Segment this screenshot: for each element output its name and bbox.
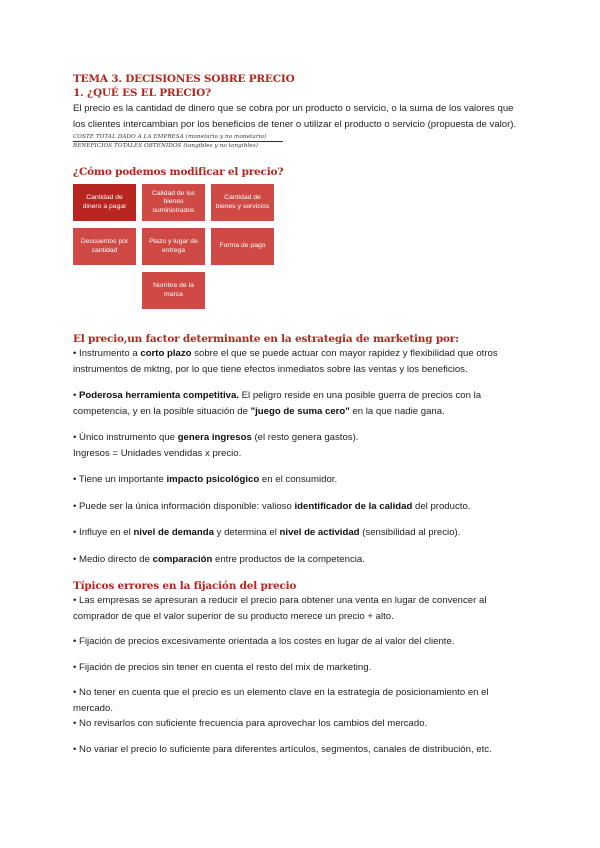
price-formula	[73, 134, 283, 149]
list-item: • Poderosa herramienta competitiva. El peligro reside en una posible guerra de precios con la competencia, y en la posible situación de "juego de suma cero" en la que nadie gana.	[73, 390, 482, 417]
factor-box: Calidad de los bienes suministrados	[142, 184, 205, 221]
list-item: • Puede ser la única información disponible: valioso identificador de la calidad del producto.	[73, 500, 471, 512]
list-item: • Fijación de precios excesivamente orientada a los costes en lugar de al valor del cliente.	[73, 636, 455, 647]
errors-heading: Típicos errores en la fijación del precio	[73, 580, 297, 592]
factor-heading: El precio,un factor determinante en la estrategia de marketing por:	[73, 333, 459, 345]
price-definition: El precio es la cantidad de dinero que se cobra por un producto o servicio, o la suma de los valores que los clientes intercambian por los beneficios de tener o utilizar el producto o servicio (propuesta de valor).	[73, 103, 517, 130]
factor-box: Cantidad de dinero a pagar	[73, 184, 136, 221]
modify-price-heading: ¿Cómo podemos modificar el precio?	[73, 166, 284, 178]
list-item: • No revisarlos con suficiente frecuencia para aprovechar los cambios del mercado.	[73, 718, 428, 729]
list-item: • Fijación de precios sin tener en cuenta el resto del mix de marketing.	[73, 661, 372, 673]
topic-title: TEMA 3. DECISIONES SOBRE PRECIO	[73, 73, 295, 85]
factor-box: Plazo y lugar de entrega	[142, 228, 205, 265]
list-item: • Las empresas se apresuran a reducir el precio para obtener una venta en lugar de convencer al comprador de que el valor superior de su producto merece un precio + alto.	[73, 595, 487, 622]
list-item: • Instrumento a corto plazo sobre el que se puede actuar con mayor rapidez y flexibilidad que otros instrumentos de mktng, por lo que tiene efectos inmediatos sobre las ventas y los beneficios.	[73, 348, 498, 375]
factor-box: Forma de pago	[211, 228, 274, 265]
factor-box: Cantidad de bienes y servicios	[211, 184, 274, 221]
formula-denominator: BENEFICIOS TOTALES OBTENIDOS (tangibles y no tangibles)	[73, 143, 258, 149]
factor-box: Descuentos por cantidad	[73, 228, 136, 265]
list-item: • No variar el precio lo suficiente para diferentes artículos, segmentos, canales de distribución, etc.	[73, 743, 492, 755]
factor-box: Nombre de la marca	[142, 272, 205, 309]
price-factors-diagram	[73, 184, 528, 310]
list-item-continuation: Ingresos = Unidades vendidas x precio.	[73, 447, 242, 459]
list-item: • Influye en el nivel de demanda y determina el nivel de actividad (sensibilidad al precio).	[73, 527, 461, 538]
list-item: • Único instrumento que genera ingresos (el resto genera gastos).	[73, 432, 359, 443]
list-item: • Medio directo de comparación entre productos de la competencia.	[73, 553, 365, 565]
formula-numerator: COSTE TOTAL DADO A LA EMPRESA (monetario y no monetario)	[73, 134, 283, 142]
list-item: • Tiene un importante impacto psicológico en el consumidor.	[73, 474, 338, 485]
list-item: • No tener en cuenta que el precio es un elemento clave en la estrategia de posicionamiento en el mercado.	[73, 687, 489, 714]
document-page	[73, 72, 528, 757]
section-heading: 1. ¿QUÉ ES EL PRECIO?	[73, 87, 212, 99]
